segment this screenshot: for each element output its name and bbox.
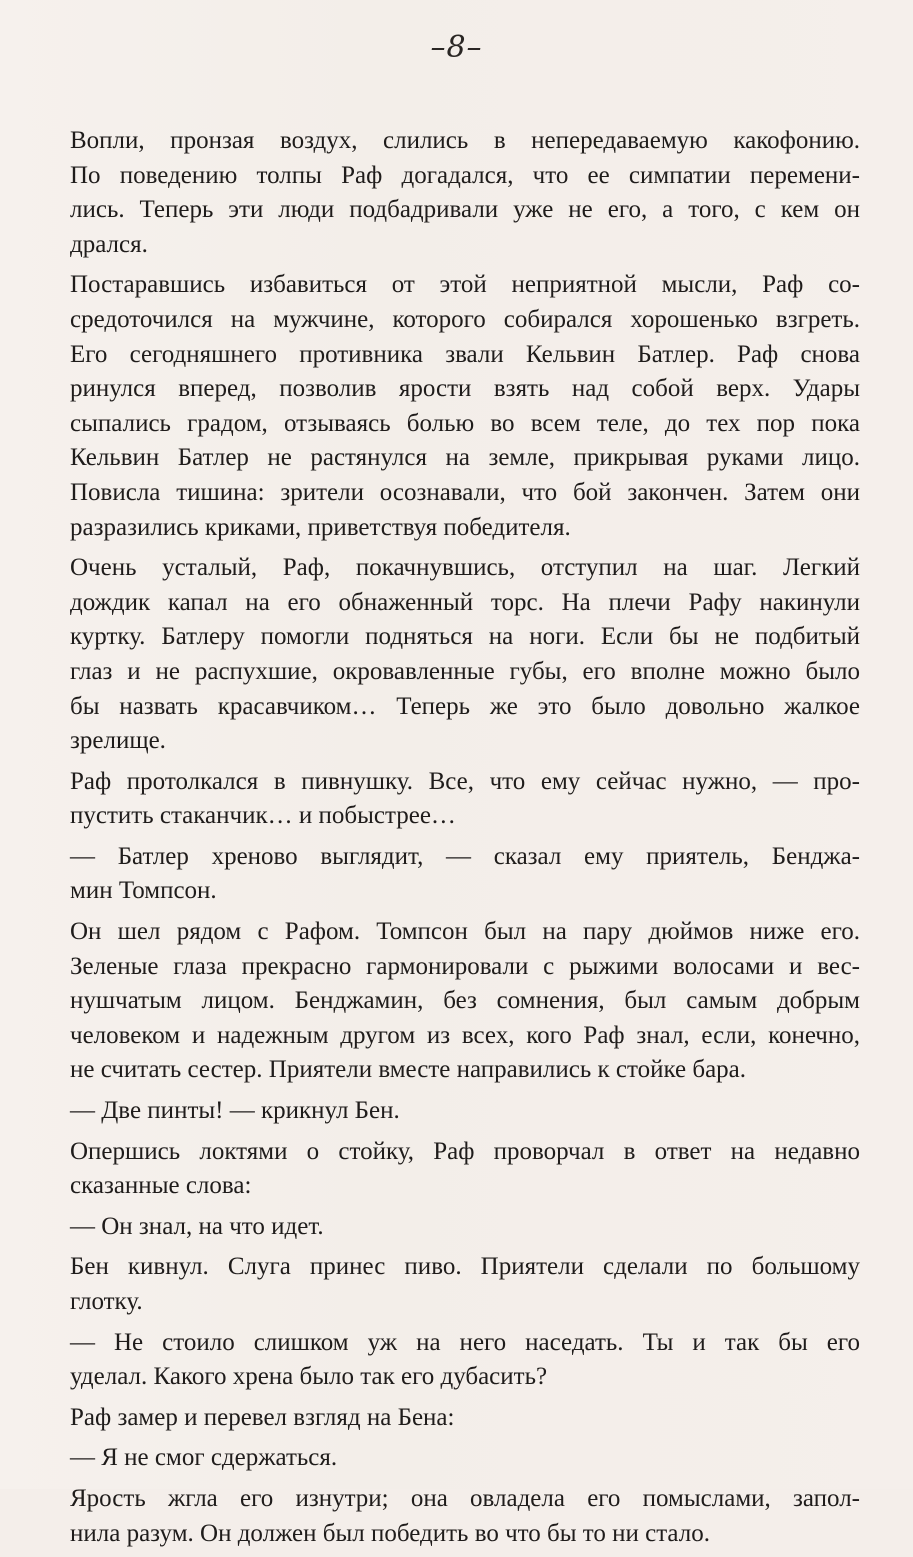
paragraph [70,1094,860,1129]
text-line: Вопли, пронзая воздух, слились в непередаваемую какофонию. [70,127,860,154]
paragraph [70,765,860,834]
text-line: зрелище. [70,727,166,755]
text-line: бы назвать красавчиком… Теперь же это было довольно жалкое [70,692,860,720]
paragraph [70,551,860,759]
paragraph [70,1326,860,1395]
paragraph [70,1135,860,1204]
text-line: Его сегодняшнего противника звали Кельвин Батлер. Раф снова [70,340,860,368]
text-line: — Он знал, на что идет. [70,1212,324,1240]
body-text [70,124,860,1557]
paragraph [70,1401,860,1436]
text-line: уделал. Какого хрена было так его дубасить? [70,1363,548,1391]
text-line: Повисла тишина: зрители осознавали, что бой закончен. Затем они [70,478,860,506]
page-number: –8– [430,30,483,65]
paragraph [70,840,860,909]
text-line: ринулся вперед, позволив ярости взять над собой верх. Удары [70,375,860,403]
paragraph [70,268,860,545]
text-line: Раф замер и перевел взгляд на Бена: [70,1403,455,1431]
text-line: — Две пинты! — крикнул Бен. [70,1097,400,1125]
text-line: дрался. [70,230,148,258]
text-line: пустить стаканчик… и побыстрее… [70,802,456,830]
text-line: — Я не смог сдержаться. [70,1444,338,1472]
text-line: — Батлер хреново выглядит, — сказал ему приятель, Бенджа- [70,842,860,870]
text-line: разразились криками, приветствуя победителя. [70,513,571,541]
text-line: Зеленые глаза прекрасно гармонировали с рыжими волосами и вес- [70,952,860,980]
text-line: Кельвин Батлер не растянулся на земле, прикрывая руками лицо. [70,444,860,472]
text-line: По поведению толпы Раф догадался, что ее симпатии перемени- [70,161,860,189]
text-line: куртку. Батлеру помогли подняться на ноги. Если бы не подбитый [70,623,860,651]
text-line: человеком и надежным другом из всех, кого Раф знал, если, конечно, [70,1021,860,1049]
text-line: Опершись локтями о стойку, Раф проворчал в ответ на недавно [70,1137,860,1165]
paragraph [70,1441,860,1476]
text-line: не считать сестер. Приятели вместе направились к стойке бара. [70,1056,747,1084]
text-line: нила разум. Он должен был победить во что бы то ни стало. [70,1519,710,1547]
text-line: мин Томпсон. [70,877,217,905]
text-line: лись. Теперь эти люди подбадривали уже не его, а того, с кем он [70,196,860,224]
text-line: средоточился на мужчине, которого собирался хорошенько взгреть. [70,305,860,333]
text-line: глаз и не распухшие, окровавленные губы, его вполне можно было [70,657,860,685]
text-line: глотку. [70,1288,143,1315]
text-line: сыпались градом, отзываясь болью во всем теле, до тех пор пока [70,409,860,437]
text-line: Постаравшись избавиться от этой неприятной мысли, Раф со- [70,271,860,299]
text-line: Раф протолкался в пивнушку. Все, что ему сейчас нужно, — про- [70,767,860,795]
paragraph [70,124,860,262]
text-line: — Не стоило слишком уж на него наседать. Ты и так бы его [70,1328,860,1356]
text-line: нушчатым лицом. Бенджамин, без сомнения, был самым добрым [70,987,860,1015]
text-line: Он шел рядом с Рафом. Томпсон был на пару дюймов ниже его. [70,918,860,946]
paragraph [70,915,860,1088]
paragraph [70,1482,860,1551]
paragraph [70,1250,860,1319]
text-line: сказанные слова: [70,1172,252,1200]
text-line: Бен кивнул. Слуга принес пиво. Приятели сделали по большому [70,1253,860,1281]
text-line: Очень усталый, Раф, покачнувшись, отступил на шаг. Легкий [70,554,860,582]
text-line: дождик капал на его обнаженный торс. На плечи Рафу накинули [70,588,860,616]
paragraph [70,1210,860,1245]
text-line: Ярость жгла его изнутри; она овладела его помыслами, запол- [70,1484,860,1512]
